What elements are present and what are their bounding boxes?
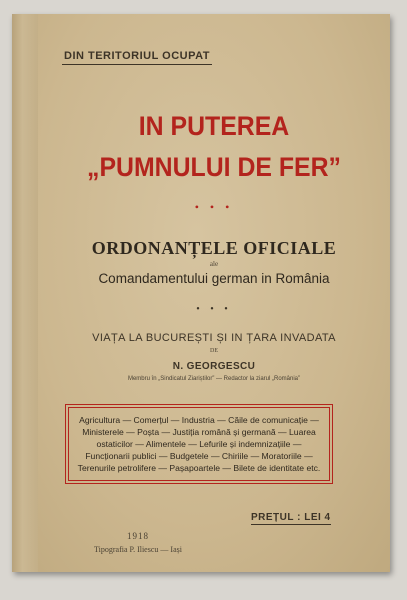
series-label: DIN TERITORIUL OCUPAT [62, 50, 212, 65]
contents-box [68, 407, 330, 481]
publication-year: 1918 [127, 531, 149, 541]
price-label: PREȚUL : LEI 4 [251, 512, 331, 523]
subtitle: ORDONANȚELE OFICIALE [91, 238, 337, 258]
ornament-dots-dark: • • • [196, 304, 232, 315]
book [12, 14, 390, 572]
secondary-title: VIAȚA LA BUCUREȘTI ȘI IN ȚARA INVADATA [92, 332, 336, 344]
book-spine [12, 14, 39, 572]
author-name: N. GEORGESCU [172, 361, 256, 372]
connector-word: ale [209, 260, 219, 268]
subtitle-2: Comandamentului german in România [98, 271, 330, 286]
contents-text: Agricultura — Comerțul — Industria — Căile de comunicație — Ministerele — Poșta — Justiția română și germană — Luarea ostaticilor — Alimentele — Lefurile și indemnizațiile — Funcționarii publici — Budgetele — Chiriile — Moratoriile — Terenurile petrolifere — Pașapoartele — Bilete de identitate etc. [77, 415, 321, 473]
by-label: DE [210, 348, 218, 354]
author-note: Membru în „Sindicatul Ziariștilor” — Redactor la ziarul „România” [127, 376, 301, 382]
book-cover [38, 14, 390, 572]
ornament-dots-red: • • • [194, 200, 234, 214]
printer-imprint: Tipografia P. Iliescu — Iași [94, 545, 182, 554]
title-line-1: IN PUTEREA [138, 111, 290, 141]
title-line-2: „PUMNULUI DE FER” [87, 152, 341, 182]
